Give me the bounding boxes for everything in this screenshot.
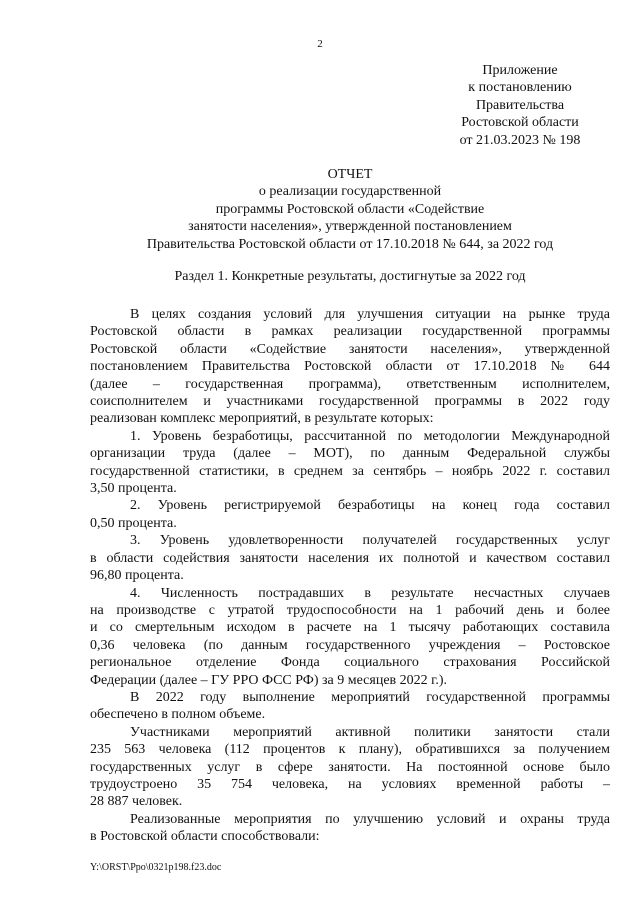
body-line: Ростовской области «Содействие занятости населения», утвержденной [90,341,610,357]
appendix-line: Приложение [482,63,558,78]
body-line: и со смертельным исходом в расчете на 1 тысячу работающих составила [90,620,610,636]
body-line: 3. Уровень удовлетворенности получателей государственных услуг [130,533,610,549]
body-line: на производстве с утратой трудоспособности на 1 рабочий день и более [90,602,610,618]
body-line: В 2022 году выполнение мероприятий государственной программы [130,689,610,705]
body-line: постановлением Правительства Ростовской области от 17.10.2018 № 644 [90,359,610,375]
body-line: Участниками мероприятий активной политики занятости стали [130,724,610,740]
appendix-line: Правительства [475,97,565,113]
appendix-line: к постановлению [468,80,572,96]
body-line: в Ростовской области способствовали: [90,829,320,845]
body-line: государственной статистики, в среднем за сентябрь – ноябрь 2022 г. составил [90,463,610,479]
body-line: организации труда (далее – МОТ), по данным Федеральной службы [90,446,610,462]
appendix-block [420,62,620,149]
body-line: реализован комплекс мероприятий, в результате которых: [90,411,434,427]
report-title [90,166,610,253]
body-line: 28 887 человек. [90,794,183,810]
body-line: Ростовской области в рамках реализации государственной программы [90,324,610,340]
body-line: региональное отделение Фонда социального страхования Российской [90,655,610,671]
appendix-line: Ростовской области [461,115,579,131]
body-line: В целях создания условий для улучшения ситуации на рынке труда [130,307,610,322]
body-line: Реализованные мероприятия по улучшению условий и охраны труда [130,811,610,827]
title-line: занятости населения», утвержденной постановлением [188,219,512,235]
body-line: в области содействия занятости населения их полнотой и качеством составил [90,550,610,566]
title-line: Правительства Ростовской области от 17.10.2018 № 644, за 2022 год [146,236,554,252]
body-line: 3,50 процента. [90,481,177,497]
appendix-line: от 21.03.2023 № 198 [459,132,581,148]
body-line: государственных услуг в сфере занятости. На постоянной основе было [90,759,610,775]
section-heading: Раздел 1. Конкретные результаты, достигнутые за 2022 год [174,269,526,284]
body-line: (далее – государственная программа), ответственным исполнителем, [90,376,610,392]
title-line: ОТЧЕТ [327,167,373,182]
body-line: обеспечено в полном объеме. [90,707,266,723]
page-number: 2 [317,38,323,50]
body-line: 4. Численность пострадавших в результате несчастных случаев [130,585,610,601]
body-text [90,306,610,846]
body-line: трудоустроено 35 754 человека, на условиях временной работы – [90,776,610,792]
title-line: программы Ростовской области «Содействие [215,201,485,217]
body-line: 2. Уровень регистрируемой безработицы на конец года составил [130,498,610,514]
body-line: Федерации (далее – ГУ РРО ФСС РФ) за 9 месяцев 2022 г.). [90,672,447,688]
title-line: о реализации государственной [258,184,442,200]
file-path-footer: Y:\ORST\Ppo\0321p198.f23.doc [90,862,222,873]
body-line: 235 563 человека (112 процентов к плану), обратившихся за получением [90,742,610,758]
body-line: 0,36 человека (по данным государственного учреждения – Ростовское [90,637,610,653]
body-line: соисполнителем и участниками государственной программы в 2022 году [90,394,610,410]
body-line: 1. Уровень безработицы, рассчитанной по методологии Международной [130,428,610,444]
body-line: 0,50 процента. [90,515,177,531]
body-line: 96,80 процента. [90,568,184,584]
